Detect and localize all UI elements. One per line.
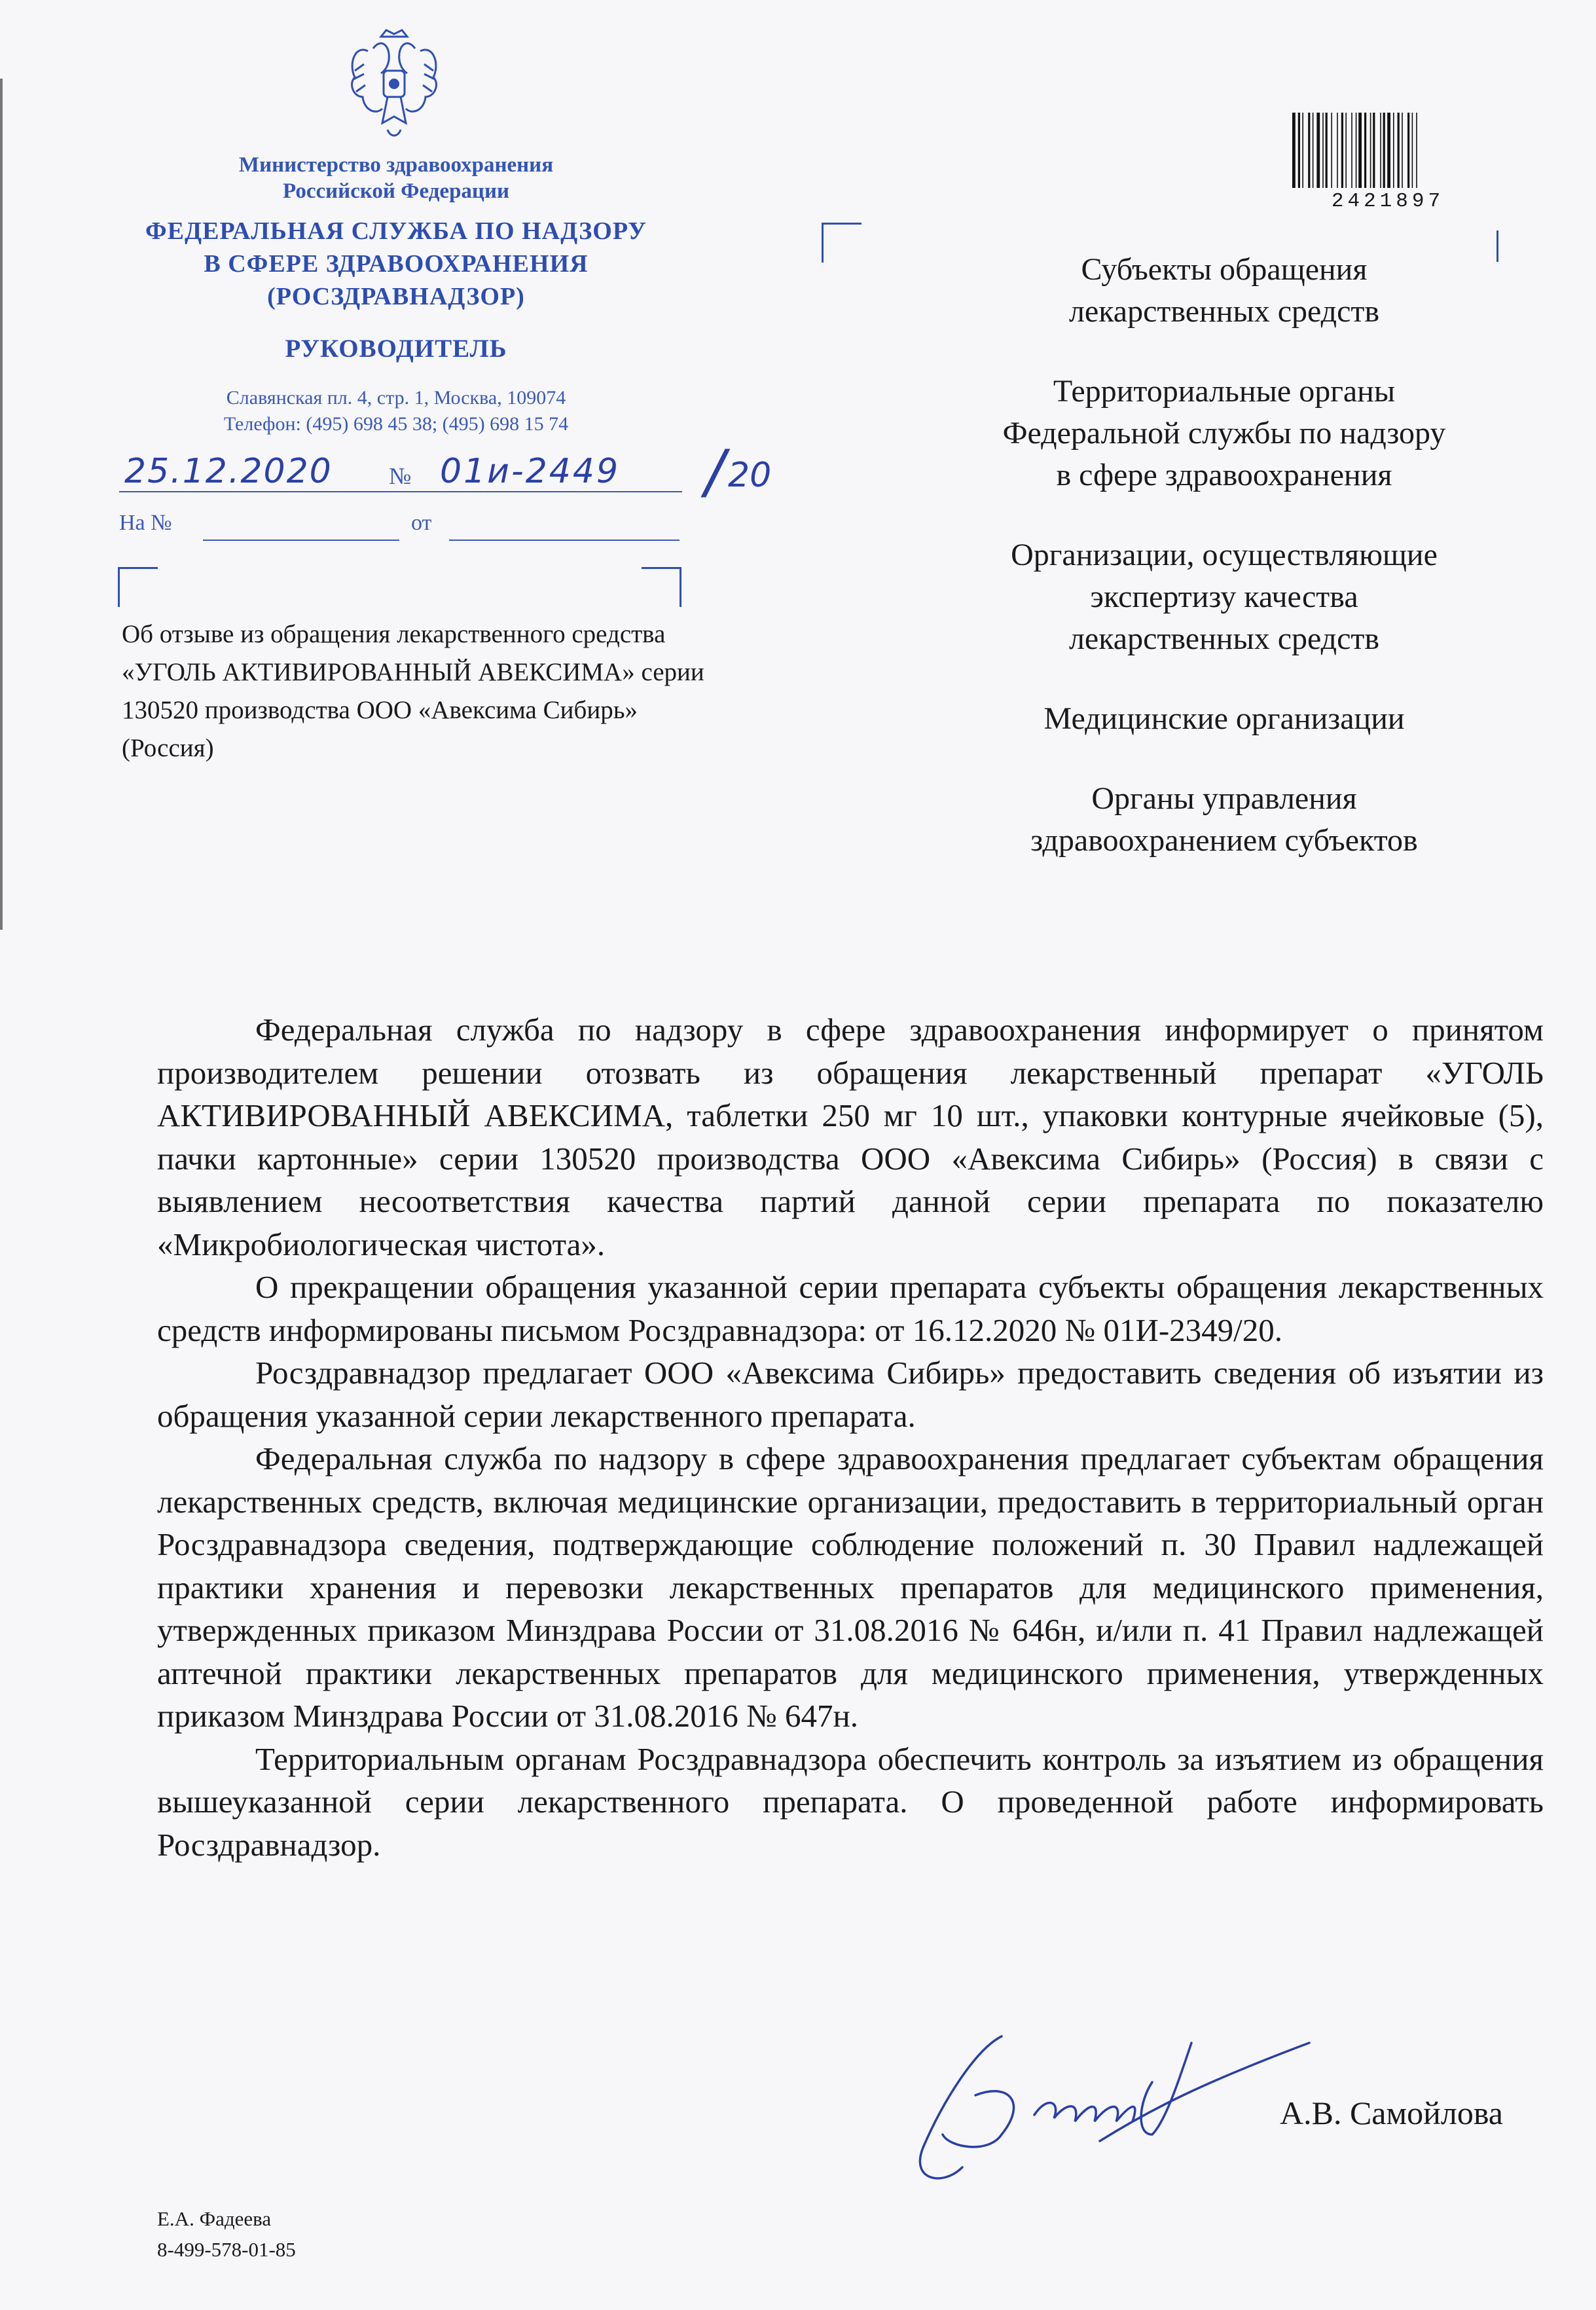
barcode-bar: [1292, 113, 1296, 188]
paragraph: Федеральная служба по надзору в сфере здравоохранения информирует о принятом производителем решении отозвать из обращения лекарственный препарат «УГОЛЬ АКТИВИРОВАННЫЙ АВЕКСИМА, таблетки 250 мг 10 шт., упаковки контурные ячейковые (5), пачки картонные» серии 130520 производства ООО «Авексима Сибирь» (Россия) в связи с выявлением несоответствия качества партий данной серии препарата по показателю «Микробиологическая чистота».: [157, 1012, 1544, 1262]
barcode-bar: [1308, 113, 1310, 188]
barcode-bar: [1412, 113, 1413, 188]
barcode-bar: [1326, 113, 1328, 188]
letter-body: [157, 1008, 1544, 1866]
service-line-1: ФЕДЕРАЛЬНАЯ СЛУЖБА ПО НАДЗОРУ: [145, 217, 647, 245]
recipient-item: Субъекты обращения лекарственных средств: [1068, 252, 1380, 329]
corner-mark-recipients: [822, 223, 861, 263]
service-line-2: В СФЕРЕ ЗДРАВООХРАНЕНИЯ: [204, 250, 589, 278]
signature-icon: [903, 2004, 1316, 2200]
signer-name: А.В. Самойлова: [1280, 2095, 1503, 2131]
barcode-bar: [1393, 113, 1394, 188]
service-line-3: (РОСЗДРАВНАДЗОР): [267, 283, 525, 310]
number-sign: №: [389, 463, 412, 489]
barcode-bar: [1387, 113, 1390, 188]
paragraph: Федеральная служба по надзору в сфере здравоохранения предлагает субъектам обращения лекарственных средств, включая медицинские организации, предоставить в территориальный орган Росздравнадзора сведения, подтверждающие соблюдение положений п. 30 Правил надлежащей практики хранения и перевозки лекарственных препаратов для медицинского применения, утвержденных приказом Минздрава России от 31.08.2016 № 646н, и/или п. 41 Правил надлежащей аптечной практики лекарственных препаратов для медицинского применения, утвержденных приказом Минздрава России от 31.08.2016 № 647н.: [157, 1440, 1544, 1734]
reference-number-line: [203, 540, 399, 541]
barcode-bar: [1331, 113, 1332, 188]
registration-number: 01и-2449: [440, 452, 621, 491]
head-title: РУКОВОДИТЕЛЬ: [285, 335, 507, 363]
address-block: [131, 385, 661, 437]
barcode-bar: [1416, 113, 1417, 188]
barcode-number: 2421897: [1331, 190, 1445, 213]
executor-block: [157, 2203, 296, 2265]
barcode-icon: [1290, 113, 1486, 194]
barcode-bar: [1298, 113, 1300, 188]
barcode-bar: [1407, 113, 1409, 188]
reference-from-label: от: [411, 511, 432, 535]
scan-edge: [0, 79, 3, 930]
coat-of-arms-icon: [342, 25, 446, 143]
barcode-bar: [1316, 113, 1320, 188]
recipient-item: Медицинские организации: [1043, 701, 1405, 736]
slash-mark: /: [705, 437, 725, 506]
reference-row: [119, 511, 682, 550]
barcode-bar: [1383, 113, 1385, 188]
registration-underline: [119, 491, 682, 492]
registration-date: 25.12.2020: [124, 452, 333, 491]
paragraph: Территориальным органам Росздравнадзора обеспечить контроль за изъятием из обращения вышеуказанной серии лекарственного препарата. О проведенной работе информировать Росздравнадзор.: [157, 1740, 1544, 1863]
paragraph: О прекращении обращения указанной серии препарата субъекты обращения лекарственных средств информированы письмом Росздравнадзора: от 16.12.2020 № 01И-2349/20.: [157, 1269, 1544, 1348]
barcode-bar: [1356, 113, 1357, 188]
barcode-bar: [1380, 113, 1381, 188]
recipient-item: Территориальные органы Федеральной службы по надзору в сфере здравоохранения: [1002, 374, 1446, 492]
barcode-bar: [1370, 113, 1371, 188]
barcode-bar: [1402, 113, 1403, 188]
postal-address: Славянская пл. 4, стр. 1, Москва, 109074: [226, 387, 566, 409]
reference-label: На №: [119, 511, 172, 535]
executor-name: Е.А. Фадеева: [157, 2207, 272, 2230]
executor-phone: 8-499-578-01-85: [157, 2238, 296, 2261]
ministry-name: [131, 152, 661, 204]
ministry-line-2: Российской Федерации: [283, 179, 509, 203]
ministry-line-1: Министерство здравоохранения: [238, 153, 554, 177]
service-name: [105, 215, 687, 313]
paragraph: Росздравнадзор предлагает ООО «Авексима Сибирь» предоставить сведения об изъятии из обращения указанной серии лекарственного препарата.: [157, 1355, 1544, 1434]
barcode-bar: [1373, 113, 1375, 188]
barcode-bar: [1322, 113, 1324, 188]
barcode-bar: [1351, 113, 1352, 188]
corner-mark-right: [642, 567, 681, 607]
recipient-item: Органы управления здравоохранением субъектов: [1030, 781, 1418, 858]
phone-line: Телефон: (495) 698 45 38; (495) 698 15 74: [223, 413, 569, 435]
barcode-bar: [1398, 113, 1400, 188]
barcode-bar: [1313, 113, 1314, 188]
reference-date-line: [449, 540, 680, 541]
registration-suffix: 20: [728, 456, 772, 495]
subject-line: Об отзыве из обращения лекарственного средства «УГОЛЬ АКТИВИРОВАННЫЙ АВЕКСИМА» серии 130520 производства ООО «Авексима Сибирь» (Россия): [122, 620, 704, 762]
recipients-list: [903, 249, 1545, 900]
barcode-bar: [1345, 113, 1347, 188]
barcode-bar: [1341, 113, 1343, 188]
barcode-bar: [1358, 113, 1362, 188]
barcode-bar: [1364, 113, 1366, 188]
corner-mark-left: [118, 567, 158, 607]
recipient-item: Организации, осуществляющие экспертизу качества лекарственных средств: [1011, 538, 1438, 656]
registration-row: [119, 437, 813, 506]
barcode-bar: [1302, 113, 1303, 188]
barcode-bar: [1337, 113, 1338, 188]
